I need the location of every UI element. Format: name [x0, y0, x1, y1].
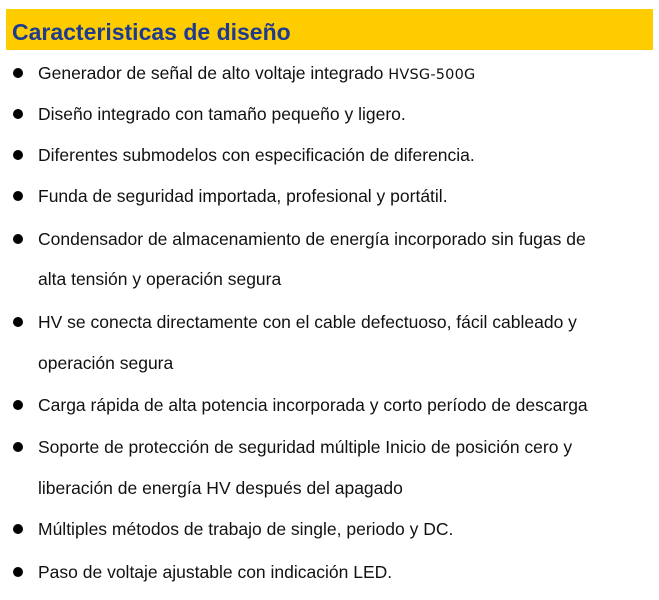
feature-text: Carga rápida de alta potencia incorporada y corto período de descarga: [38, 395, 588, 415]
feature-text-continued: liberación de energía HV después del apagado: [38, 478, 403, 498]
feature-text: Soporte de protección de seguridad múltiple Inicio de posición cero y: [38, 437, 573, 457]
bullet-icon: [13, 442, 23, 452]
bullet-icon: [13, 400, 23, 410]
bullet-icon: [13, 234, 23, 244]
bullet-icon: [13, 109, 23, 119]
bullet-icon: [13, 191, 23, 201]
feature-text: HV se conecta directamente con el cable defectuoso, fácil cableado y: [38, 312, 577, 332]
bullet-icon: [13, 68, 23, 78]
feature-text-continued: alta tensión y operación segura: [38, 269, 282, 289]
bullet-icon: [13, 524, 23, 534]
feature-text: Funda de seguridad importada, profesional y portátil.: [38, 186, 448, 206]
bullet-icon: [13, 150, 23, 160]
feature-text-continued: operación segura: [38, 353, 174, 373]
feature-text: Múltiples métodos de trabajo de single, periodo y DC.: [38, 519, 454, 539]
bullet-icon: [13, 567, 23, 577]
section-title: Caracteristicas de diseño: [12, 19, 291, 45]
feature-text: Diferentes submodelos con especificación de diferencia.: [38, 145, 475, 165]
model-name: HVSG-500G: [388, 67, 476, 83]
feature-text: Condensador de almacenamiento de energía incorporado sin fugas de: [38, 229, 586, 249]
feature-text: Diseño integrado con tamaño pequeño y ligero.: [38, 104, 406, 124]
feature-text: Generador de señal de alto voltaje integrado HVSG-500G: [38, 63, 476, 83]
bullet-icon: [13, 317, 23, 327]
feature-text: Paso de voltaje ajustable con indicación LED.: [38, 562, 393, 582]
